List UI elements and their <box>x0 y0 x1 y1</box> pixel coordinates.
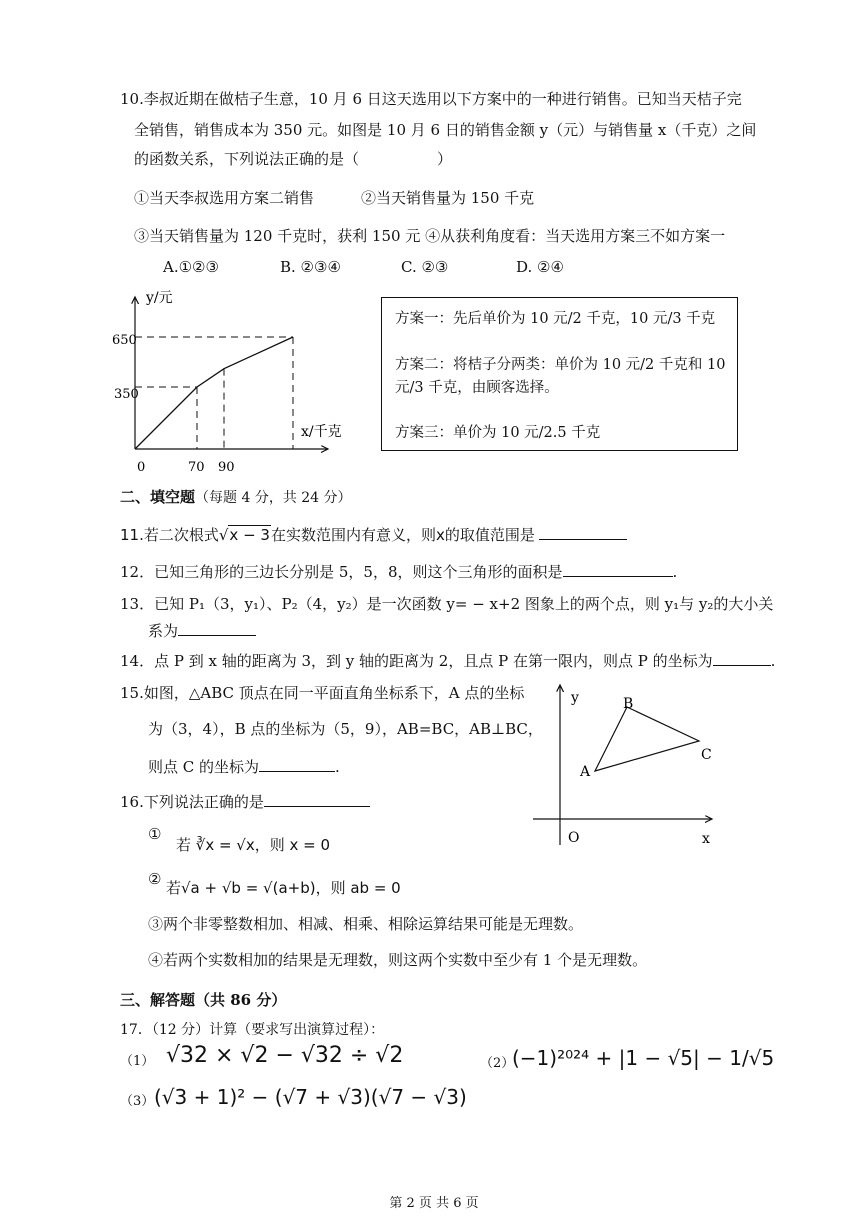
q10-option-c: C. ②③ <box>401 258 449 276</box>
q17-p3-label: （3） <box>120 1094 155 1109</box>
q11-answer-blank[interactable] <box>539 525 627 540</box>
q15-line1: 15.如图，△ABC 顶点在同一平面直角坐标系下，A 点的坐标 <box>120 684 525 702</box>
page-footer: 第 2 页 共 6 页 <box>389 1196 479 1211</box>
q13-line1: 13．已知 P₁（3，y₁）、P₂（4，y₂）是一次函数 y= − x+2 图象上的两个点，则 y₁与 y₂的大小关 <box>120 595 774 613</box>
plan-2-line1: 方案二：将桔子分两类：单价为 10 元/2 千克和 10 <box>395 357 726 373</box>
plan-2-line2: 元/3 千克，由顾客选择。 <box>395 380 559 396</box>
chart-y-tick-350: 350 <box>114 387 139 402</box>
q15-line3: 则点 C 的坐标为 . <box>148 758 340 776</box>
q10-option-b: B. ②③④ <box>280 258 341 276</box>
q10-statement-2: ②当天销售量为 150 千克 <box>361 189 535 207</box>
triangle-abc <box>595 707 699 771</box>
q10-plans-box <box>381 297 738 451</box>
q14: 14．点 P 到 x 轴的距离为 3，到 y 轴的距离为 2，且点 P 在第一限内，则点 P 的坐标为 . <box>120 652 776 670</box>
chart-y-tick-650: 650 <box>112 333 137 348</box>
q16-s1-num: ① <box>148 825 162 843</box>
chart-x-tick-90: 90 <box>218 460 235 475</box>
q16-answer-blank[interactable] <box>264 792 370 807</box>
q12: 12．已知三角形的三边长分别是 5，5，8，则这个三角形的面积是 . <box>120 563 678 581</box>
plan-1: 方案一：先后单价为 10 元/2 千克，10 元/3 千克 <box>395 311 716 327</box>
q16-s2-num: ② <box>148 870 162 888</box>
q15-triangle-figure <box>528 680 728 850</box>
fig-point-a: A <box>580 764 591 780</box>
q17-p1-expr: √32 × √2 − √32 ÷ √2 <box>166 1043 404 1068</box>
q10-line3: 的函数关系，下列说法正确的是（ ） <box>134 150 453 168</box>
q17-p1-label: （1） <box>120 1054 155 1069</box>
q17-p3-expr: (√3 + 1)² − (√7 + √3)(√7 − √3) <box>154 1085 467 1109</box>
chart-series-line <box>135 337 293 449</box>
fig-point-b: B <box>623 696 634 712</box>
q10-option-d: D. ②④ <box>516 258 564 276</box>
q12-answer-blank[interactable] <box>563 562 673 577</box>
q15-answer-blank[interactable] <box>259 757 335 772</box>
chart-xlabel: x/千克 <box>301 424 342 440</box>
q15-line2: 为（3，4），B 点的坐标为（5，9），AB=BC，AB⊥BC， <box>148 720 543 738</box>
q11: 11.若二次根式√x − 3在实数范围内有意义，则x的取值范围是 <box>120 524 627 545</box>
q14-answer-blank[interactable] <box>713 651 771 666</box>
section-3-heading: 三、解答题（共 86 分） <box>120 991 287 1009</box>
q10-option-a: A.①②③ <box>163 258 219 276</box>
q16-s3: ③两个非零整数相加、相减、相乘、相除运算结果可能是无理数。 <box>148 915 584 933</box>
q10-statement-1: ①当天李叔选用方案二销售 <box>134 189 315 207</box>
q16-s4: ④若两个实数相加的结果是无理数，则这两个实数中至少有 1 个是无理数。 <box>148 951 648 969</box>
fig-x-label: x <box>702 831 710 847</box>
q10-line1: 10.李叔近期在做桔子生意，10 月 6 日这天选用以下方案中的一种进行销售。已知当天桔子完 <box>120 90 742 108</box>
q13-line2: 系为 <box>148 620 256 641</box>
fig-y-label: y <box>571 690 579 706</box>
fig-origin-label: O <box>568 830 580 846</box>
chart-origin-label: 0 <box>137 460 146 475</box>
section-2-heading: 二、填空题（每题 4 分，共 24 分） <box>120 488 352 506</box>
q13-answer-blank[interactable] <box>178 621 256 636</box>
q10-sales-chart <box>100 285 360 480</box>
q17-p2-label: （2） <box>480 1056 515 1071</box>
sqrt-symbol-icon: √ <box>218 526 229 544</box>
fig-point-c: C <box>701 747 712 763</box>
q10-line2: 全销售，销售成本为 350 元。如图是 10 月 6 日的销售金额 y（元）与销售量 x（千克）之间 <box>134 121 757 139</box>
q10-statement-3-4: ③当天销售量为 120 千克时，获利 150 元 ④从获利角度看：当天选用方案三不如方案一 <box>134 227 726 245</box>
q16-s2-text: 若√a + √b = √(a+b)，则 ab = 0 <box>166 879 401 897</box>
chart-ylabel: y/元 <box>146 290 173 306</box>
q16-s1-text: 若 ∛x = √x，则 x = 0 <box>176 836 331 854</box>
q17-p2-expr: (−1)²⁰²⁴ + |1 − √5| − 1/√5 <box>512 1046 775 1070</box>
chart-x-tick-70: 70 <box>188 460 205 475</box>
plan-3: 方案三：单价为 10 元/2.5 千克 <box>395 425 601 441</box>
q17-stem: 17．（12 分）计算（要求写出演算过程）： <box>120 1022 385 1038</box>
chart-guide-lines <box>135 337 293 449</box>
q16-stem: 16.下列说法正确的是 <box>120 791 370 812</box>
